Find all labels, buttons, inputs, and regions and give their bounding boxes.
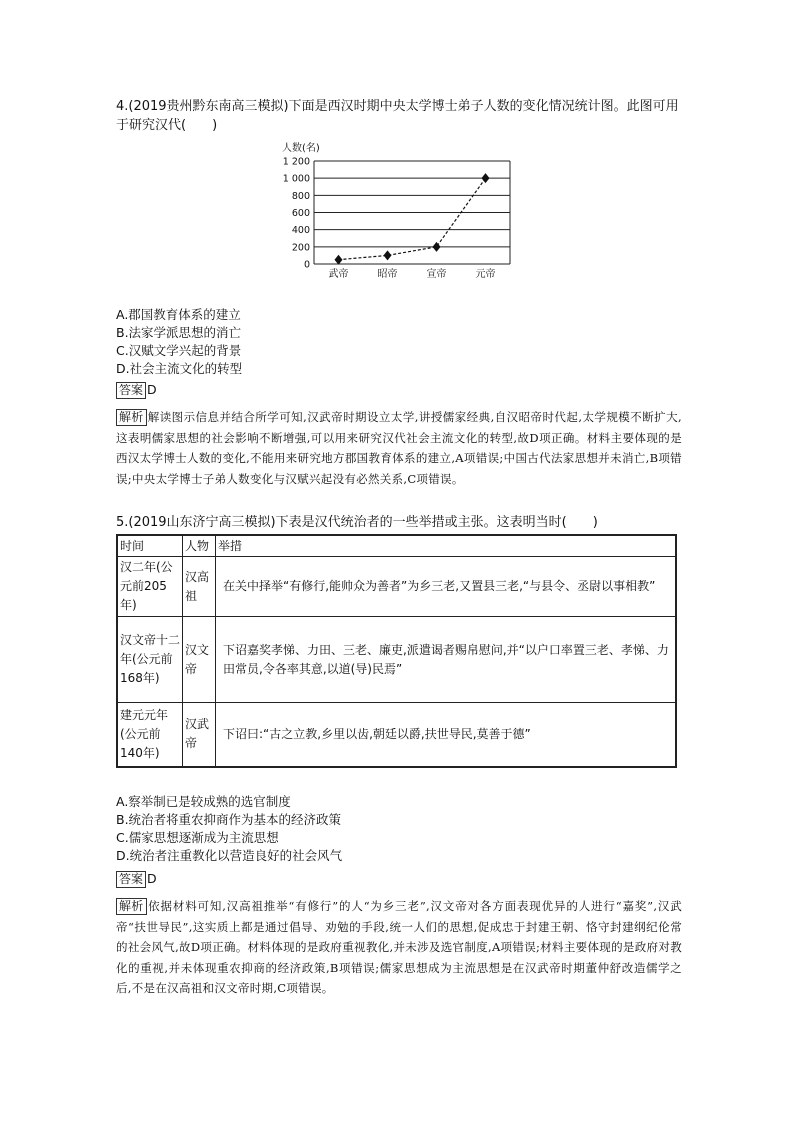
option-c[interactable]: C.儒家思想逐渐成为主流思想 (116, 830, 279, 845)
header-person: 人物 (183, 535, 216, 557)
option-b[interactable]: B.统治者将重农抑商作为基本的经济政策 (116, 812, 342, 827)
cell-time: 建元元年(公元前140年) (117, 703, 183, 767)
cell-time: 汉文帝十二年(公元前168年) (117, 617, 183, 703)
y-tick-label: 600 (291, 208, 310, 219)
answer-value: D (147, 871, 157, 886)
question-4-options (116, 306, 242, 378)
answer-tag: 答案 (116, 871, 146, 888)
x-tick-label: 宣帝 (426, 269, 447, 280)
option-b[interactable]: B.法家学派思想的消亡 (116, 325, 242, 340)
y-tick-label: 1 200 (282, 156, 310, 168)
table-header-row (117, 535, 676, 557)
cell-measure: 下诏嘉奖孝悌、力田、三老、廉吏,派遣谒者赐帛慰问,并“以户口率置三老、孝悌、力田常员,令各率其意,以道(导)民焉” (216, 617, 677, 703)
y-tick-label: 800 (291, 190, 310, 202)
cell-measure: 在关中择举“有修行,能帅众为善者”为乡三老,又置县三老,“与县令、丞尉以事相教” (216, 557, 677, 617)
x-tick-label: 武帝 (328, 269, 349, 280)
measures-table (116, 534, 677, 768)
header-time: 时间 (117, 535, 183, 557)
answer-tag: 答案 (116, 382, 146, 399)
option-d[interactable]: D.统治者注重教化以营造良好的社会风气 (116, 848, 343, 863)
table-row (117, 703, 676, 767)
option-d[interactable]: D.社会主流文化的转型 (116, 361, 243, 376)
series-line (339, 178, 486, 260)
question-5-title: 5.(2019山东济宁高三模拟)下表是汉代统治者的一些举措或主张。这表明当时( ) (116, 515, 598, 530)
table-row (117, 617, 676, 703)
data-point-marker (433, 242, 441, 252)
answer-value: D (147, 382, 157, 397)
x-tick-label: 元帝 (475, 269, 496, 280)
y-tick-label: 1 000 (282, 173, 310, 185)
data-point-marker (384, 250, 392, 260)
explanation-tag: 解析 (116, 898, 147, 915)
option-c[interactable]: C.汉赋文学兴起的背景 (116, 343, 242, 358)
option-a[interactable]: A.郡国教育体系的建立 (116, 307, 241, 322)
data-point-marker (482, 173, 490, 183)
question-5-answer (116, 870, 157, 888)
y-tick-label: 400 (291, 225, 310, 237)
question-4-explanation (116, 407, 682, 489)
question-5-explanation (116, 896, 682, 999)
data-point-marker (335, 255, 343, 265)
cell-time: 汉二年(公元前205年) (117, 557, 183, 617)
x-tick-label: 昭帝 (377, 269, 398, 280)
y-tick-label: 200 (291, 242, 310, 254)
cell-person: 汉武帝 (183, 703, 216, 767)
student-count-line-chart (280, 140, 520, 282)
explanation-text: 解读图示信息并结合所学可知,汉武帝时期设立太学,讲授儒家经典,自汉昭帝时代起,太学规模不断扩大,这表明儒家思想的社会影响不断增强,可以用来研究汉代社会主流文化的转型,故D项正确。材料主要体现的是西汉太学博士人数的变化,不能用来研究地方郡国教育体系的建立,A项错误;中国古代法家思想并未消亡,B项错误;中央太学博士子弟人数变化与汉赋兴起没有必然关系,C项错误。 (116, 410, 682, 486)
question-4-answer (116, 381, 157, 399)
explanation-tag: 解析 (116, 409, 147, 426)
cell-person: 汉高祖 (183, 557, 216, 617)
option-a[interactable]: A.察举制已是较成熟的选官制度 (116, 794, 291, 809)
header-measure: 举措 (216, 535, 677, 557)
cell-measure: 下诏曰:“古之立教,乡里以齿,朝廷以爵,扶世导民,莫善于德” (216, 703, 677, 767)
y-axis-label: 人数(名) (282, 143, 320, 154)
cell-person: 汉文帝 (183, 617, 216, 703)
table-row (117, 557, 676, 617)
explanation-text: 依据材料可知,汉高祖推举“有修行”的人“为乡三老”,汉文帝对各方面表现优异的人进行“嘉奖”,汉武帝“扶世导民”,这实质上都是通过倡导、劝勉的手段,统一人们的思想,促成忠于封建王朝、恪守封建纲纪伦常的社会风气,故D项正确。材料体现的是政府重视教化,并未涉及选官制度,A项错误;材料主要体现的是政府对教化的重视,并未体现重农抑商的经济政策,B项错误;儒家思想成为主流思想是在汉武帝时期董仲舒改造儒学之后,不是在汉高祖和汉文帝时期,C项错误。 (116, 899, 682, 995)
question-4-title: 4.(2019贵州黔东南高三模拟)下面是西汉时期中央太学博士弟子人数的变化情况统计图。此图可用于研究汉代( ) (116, 99, 679, 133)
question-5-options (116, 793, 342, 865)
y-tick-label: 0 (303, 259, 310, 271)
